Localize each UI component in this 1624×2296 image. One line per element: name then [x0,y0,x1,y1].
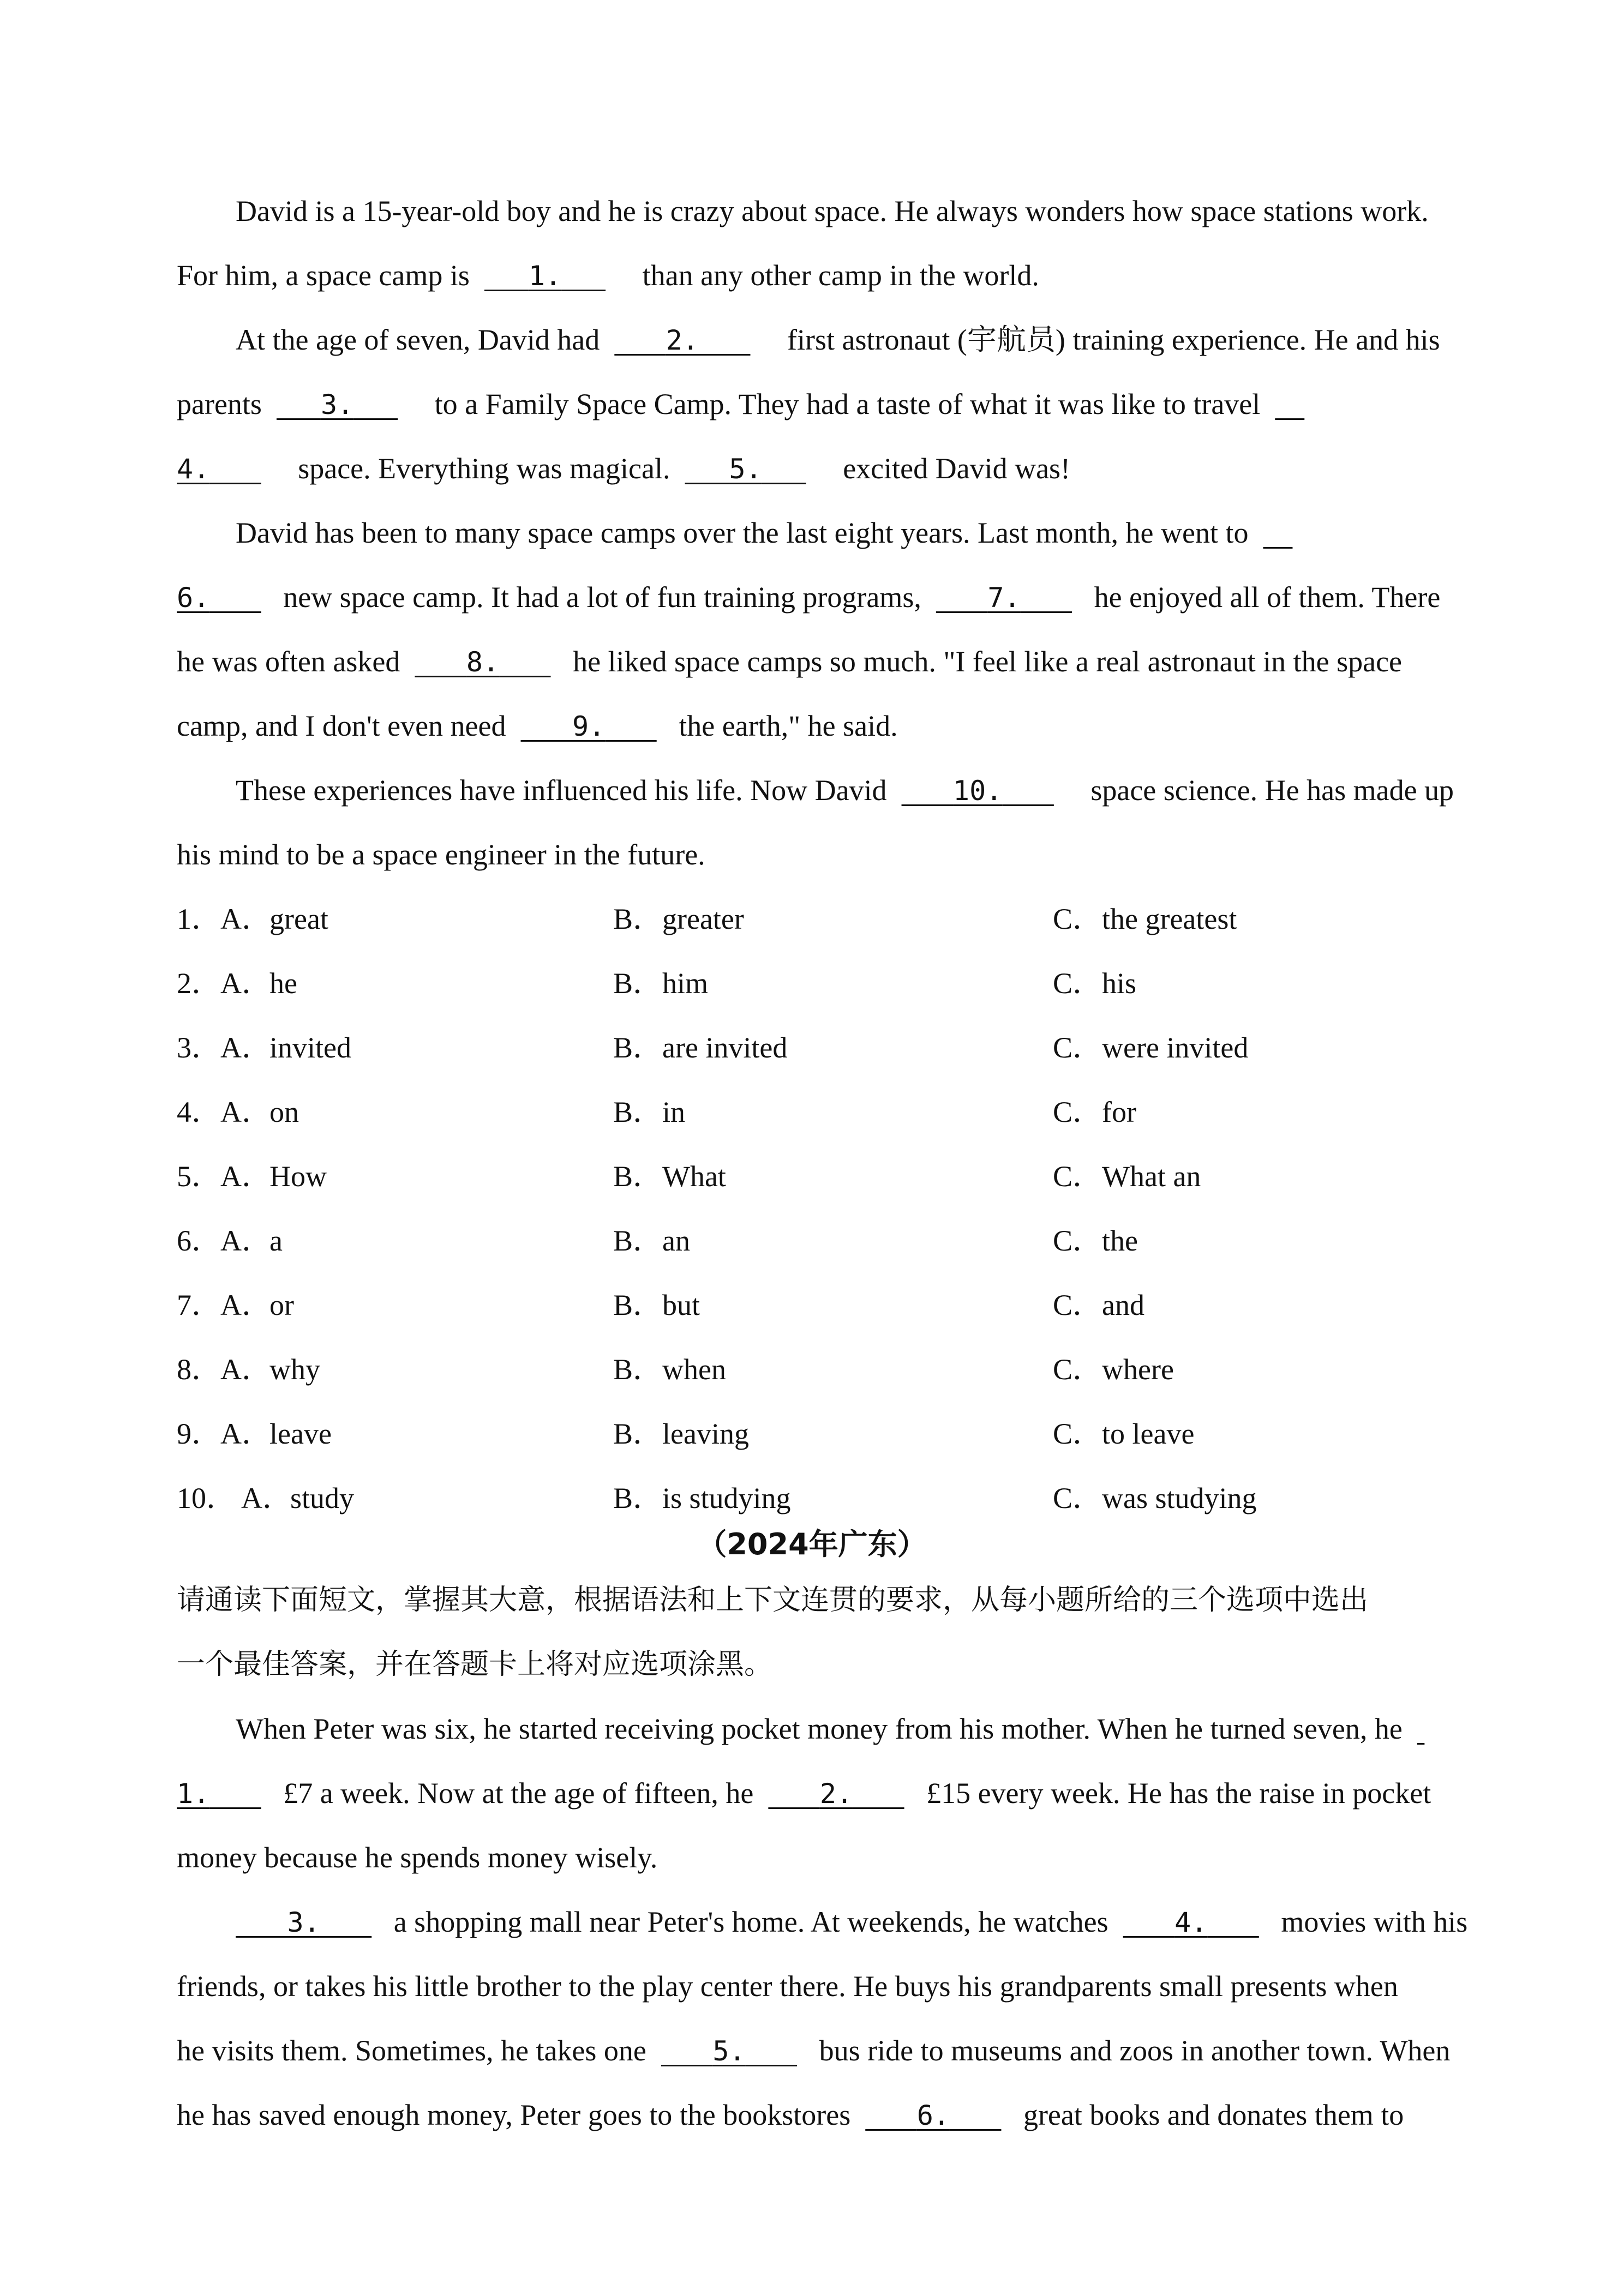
text: first astronaut (宇航员) training experience. He and his [787,323,1440,356]
passage2-line [177,2097,1404,2133]
option-letter: A． [220,1031,271,1064]
option-c[interactable] [1053,1030,1248,1065]
question-number: 6． [177,1224,221,1257]
text: to a Family Space Camp. They had a taste of what it was like to travel [434,388,1261,420]
passage1-line [236,515,1292,550]
option-text: great [269,903,328,935]
option-text: the greatest [1102,903,1237,935]
question-3-options [177,1030,1513,1065]
text: the earth," he said. [679,710,898,742]
text: he enjoyed all of them. There [1094,581,1441,614]
option-a[interactable] [220,1030,351,1065]
blank-3 [277,387,398,422]
passage1-line [177,708,898,744]
option-a[interactable] [220,1223,283,1258]
option-b[interactable] [613,1288,700,1323]
option-text: on [269,1096,299,1128]
option-b[interactable] [613,1030,787,1065]
option-b[interactable] [613,1159,726,1194]
option-c[interactable] [1053,1481,1257,1516]
blank-6 [177,580,261,615]
blank-number: 5. [712,2035,746,2067]
option-b[interactable] [613,901,744,936]
blank-number: 5. [729,453,762,485]
question-number: 8． [177,1353,221,1386]
passage2-line [236,1904,1467,1940]
option-b[interactable] [613,1352,726,1387]
option-letter: A． [220,967,271,1000]
option-b[interactable] [613,1095,685,1129]
option-text: a [269,1224,283,1257]
option-b[interactable] [613,1223,690,1258]
blank-2 [768,1776,904,1811]
blank-number: 10. [953,775,1003,807]
option-letter: C． [1053,1482,1102,1514]
blank-number: 9. [572,711,606,742]
blank-number: 6. [916,2100,950,2131]
option-letter: C． [1053,967,1102,1000]
option-a[interactable] [241,1481,354,1516]
passage1-line [236,773,1454,808]
option-text: why [269,1353,320,1386]
option-letter: B． [613,1031,663,1064]
passage1-line [177,580,1440,615]
passage2-line [177,1776,1431,1811]
option-letter: B． [613,1160,663,1193]
text: money because he spends money wisely. [177,1841,658,1874]
option-letter: B． [613,1289,663,1321]
question-7-options [177,1288,1513,1323]
option-letter: A． [220,1353,271,1386]
blank-number: 4. [177,453,210,485]
text: he visits them. Sometimes, he takes one [177,2034,646,2067]
blank-7 [936,580,1072,615]
blank-6-start [1263,515,1292,550]
passage1-line [177,644,1402,680]
option-text: What [662,1160,726,1193]
question-1-options [177,901,1513,936]
option-a[interactable] [220,901,328,936]
option-a[interactable] [220,966,297,1001]
question-2-options [177,966,1513,1001]
text: 一个最佳答案，并在答题卡上将对应选项涂黑。 [177,1648,773,1681]
blank-number: 7. [987,582,1021,614]
passage1-line [177,258,1039,293]
blank-1 [484,258,606,293]
text: £15 every week. He has the raise in pocket [926,1777,1431,1810]
text: he has saved enough money, Peter goes to the bookstores [177,2099,851,2131]
question-9-options [177,1416,1513,1451]
blank-1-start [1417,1711,1425,1746]
blank-number: 3. [287,1907,320,1938]
blank-6 [865,2097,1001,2133]
text: new space camp. It had a lot of fun training programs, [283,581,921,614]
passage2-line [177,2033,1450,2069]
question-number: 1． [177,903,221,935]
question-number: 3． [177,1031,221,1064]
blank-number: 1. [177,1778,210,1810]
blank-5 [685,451,806,486]
option-text: are invited [662,1031,788,1064]
option-letter: A． [220,1417,271,1450]
option-letter: B． [613,1417,663,1450]
text: parents [177,388,262,420]
option-text: for [1102,1096,1136,1128]
question-number: 4． [177,1096,221,1128]
option-text: were invited [1102,1031,1249,1064]
blank-number: 3. [320,389,354,420]
question-number: 2． [177,967,221,1000]
blank-10 [902,773,1054,808]
option-c[interactable] [1053,1095,1136,1129]
option-letter: B． [613,903,663,935]
passage2-line [177,1969,1398,2004]
blank-1 [177,1776,261,1811]
option-text: to leave [1102,1417,1195,1450]
option-letter: A． [220,1160,271,1193]
text: space science. He has made up [1090,774,1454,807]
option-a[interactable] [220,1288,294,1323]
question-6-options [177,1223,1513,1258]
option-text: leave [269,1417,332,1450]
option-text: he [269,967,297,1000]
option-letter: A． [220,1289,271,1321]
option-text: How [269,1160,327,1193]
option-letter: A． [220,903,271,935]
text: At the age of seven, David had [236,323,600,356]
passage1-line [236,194,1429,229]
option-text: an [662,1224,690,1257]
text: his mind to be a space engineer in the future. [177,838,705,871]
option-text: in [662,1096,686,1128]
blank-2 [614,322,750,358]
option-c[interactable] [1053,966,1136,1001]
option-text: and [1102,1289,1144,1321]
question-number: 9． [177,1417,221,1450]
section-title: （2024年广东） [697,1527,927,1561]
question-number: 7． [177,1289,221,1321]
option-letter: B． [613,1096,663,1128]
option-letter: B． [613,967,663,1000]
option-letter: C． [1053,1031,1102,1064]
blank-number: 2. [666,324,699,356]
option-a[interactable] [220,1159,327,1194]
option-letter: C． [1053,1289,1102,1321]
option-text: leaving [662,1417,749,1450]
passage1-line [177,387,1304,422]
instruction-line [177,1647,772,1682]
option-a[interactable] [220,1416,332,1451]
text: than any other camp in the world. [642,259,1039,292]
option-b[interactable] [613,1416,749,1451]
option-text: when [662,1353,726,1386]
text: bus ride to museums and zoos in another town. When [819,2034,1451,2067]
blank-4 [177,451,261,486]
passage2-line [177,1840,657,1875]
option-b[interactable] [613,966,708,1001]
text: he liked space camps so much. "I feel like a real astronaut in the space [573,645,1403,678]
blank-number: 2. [819,1778,853,1810]
option-c[interactable] [1053,1288,1144,1323]
option-text: him [662,967,709,1000]
option-b[interactable] [613,1481,791,1516]
text: he was often asked [177,645,400,678]
option-letter: B． [613,1353,663,1386]
text: friends, or takes his little brother to the play center there. He buys his grandparents small presents when [177,1970,1398,2003]
option-letter: B． [613,1224,663,1257]
question-number: 5． [177,1160,221,1193]
option-letter: A． [220,1224,271,1257]
option-a[interactable] [220,1352,320,1387]
option-c[interactable] [1053,1416,1194,1451]
blank-number: 4. [1174,1907,1208,1938]
option-c[interactable] [1053,1223,1138,1258]
text: For him, a space camp is [177,259,470,292]
question-10-options [177,1481,1513,1516]
blank-4-start [1275,387,1304,422]
option-text: is studying [662,1482,791,1514]
option-a[interactable] [220,1095,299,1129]
blank-3 [236,1904,371,1940]
option-c[interactable] [1053,1159,1201,1194]
option-text: the [1102,1224,1138,1257]
text: a shopping mall near Peter's home. At weekends, he watches [393,1906,1108,1938]
option-letter: A． [220,1096,271,1128]
text: 请通读下面短文，掌握其大意，根据语法和上下文连贯的要求，从每小题所给的三个选项中选出 [177,1584,1369,1616]
text: movies with his [1281,1906,1468,1938]
option-text: invited [269,1031,351,1064]
option-letter: A． [241,1482,292,1514]
option-letter: C． [1053,1160,1102,1193]
passage2-line [236,1711,1424,1746]
option-text: his [1102,967,1137,1000]
option-text: What an [1102,1160,1201,1193]
text: When Peter was six, he started receiving pocket money from his mother. When he turned seven, he [236,1712,1403,1745]
text: David has been to many space camps over the last eight years. Last month, he went to [236,516,1249,549]
text: space. Everything was magical. [298,452,670,485]
option-text: was studying [1102,1482,1257,1514]
passage1-line [177,451,1070,486]
blank-number: 1. [528,260,562,292]
blank-number: 8. [466,646,500,678]
passage1-line [177,837,705,872]
text: David is a 15-year-old boy and he is crazy about space. He always wonders how space stations work. [236,195,1429,227]
blank-5 [661,2033,797,2069]
option-letter: C． [1053,903,1102,935]
question-8-options [177,1352,1513,1387]
text: These experiences have influenced his life. Now David [236,774,887,807]
blank-4 [1123,1904,1259,1940]
option-letter: C． [1053,1353,1102,1386]
blank-9 [521,708,657,744]
text: great books and donates them to [1023,2099,1404,2131]
option-c[interactable] [1053,901,1237,936]
option-letter: C． [1053,1224,1102,1257]
option-letter: B． [613,1482,663,1514]
question-number: 10． [177,1482,236,1514]
instruction-line [177,1583,1368,1618]
option-text: study [290,1482,355,1514]
option-letter: C． [1053,1096,1102,1128]
blank-8 [415,644,550,680]
text: £7 a week. Now at the age of fifteen, he [283,1777,754,1810]
option-text: or [269,1289,294,1321]
option-c[interactable] [1053,1352,1174,1387]
blank-number: 6. [177,582,210,614]
text: excited David was! [843,452,1071,485]
option-text: where [1102,1353,1174,1386]
option-text: greater [662,903,744,935]
text: camp, and I don't even need [177,710,506,742]
question-5-options [177,1159,1513,1194]
question-4-options [177,1095,1513,1129]
passage1-line [236,322,1440,358]
option-letter: C． [1053,1417,1102,1450]
option-text: but [662,1289,700,1321]
